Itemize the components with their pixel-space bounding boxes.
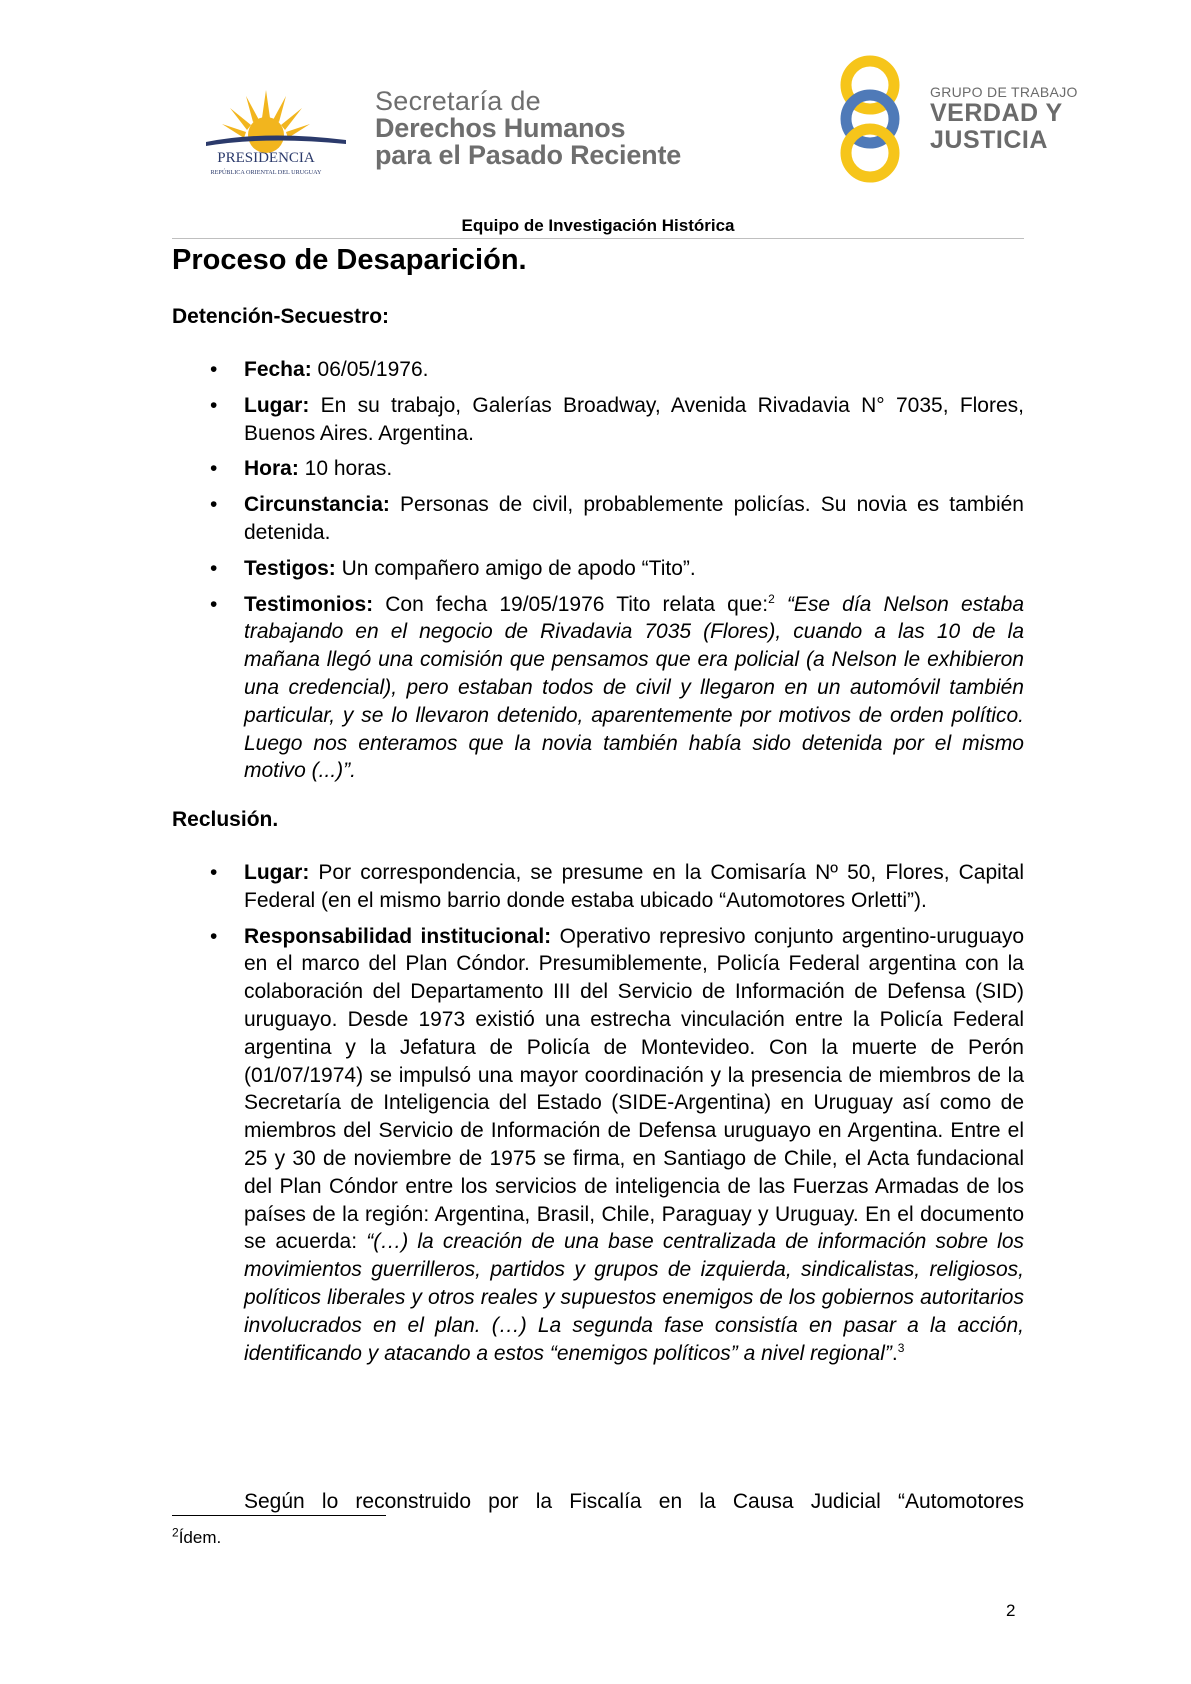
item-label: Lugar: <box>244 393 310 417</box>
footnote-number: 2 <box>172 1525 179 1540</box>
item-label: Fecha: <box>244 358 312 381</box>
bullet-icon: • <box>210 457 218 481</box>
section-heading-reclusion: Reclusión. <box>172 808 279 831</box>
list-item-fecha <box>172 356 1024 384</box>
footnote-divider <box>172 1515 386 1516</box>
item-value: Operativo represivo conjunto argentino-uruguayo en el marco del Plan Cóndor. Presumiblemente, Policía Federal argentina con la colaboración del Departamento III del Servicio de Información de Defensa (SID) uruguayo. Desde 1973 existió una estrecha vinculación entre la Policía Federal argentina y la Jefatura de Policía de Montevideo. Con la muerte de Perón (01/07/1974) se impulsó una mayor coordinación y la presencia de miembros de la Secretaría de Inteligencia del Estado (SIDE-Argentina) en Uruguay así como de miembros del Servicio de Información de Defensa uruguayo en Argentina. Entre el 25 y 30 de noviembre de 1975 se firma, en Santiago de Chile, el Acta fundacional del Plan Cóndor entre los servicios de inteligencia de las Fuerzas Armadas de los países de la región: Argentina, Brasil, Chile, Paraguay y Uruguay. En el documento se acuerda: <box>244 924 1024 1254</box>
item-label: Responsabilidad institucional: <box>244 924 552 948</box>
footnote-ref: 2 <box>768 591 775 606</box>
footnote <box>172 1525 222 1548</box>
bullet-icon: • <box>210 556 218 580</box>
secretaria-line-1: Secretaría de <box>375 86 541 116</box>
list-item-testigos <box>172 555 1024 583</box>
bullet-icon: • <box>210 592 218 616</box>
bullet-icon: • <box>210 924 218 948</box>
list-item-lugar-reclusion <box>172 859 1024 915</box>
paragraph-continuation: Según lo reconstruido por la Fiscalía en la Causa Judicial “Automotores <box>244 1490 1024 1513</box>
verdad-justicia-logo <box>820 55 920 183</box>
secretaria-line-3: para el Pasado Reciente <box>375 140 682 170</box>
page-number: 2 <box>1006 1601 1016 1620</box>
grupo-line-2: VERDAD Y <box>930 99 1063 127</box>
item-value: Un compañero amigo de apodo “Tito”. <box>335 556 696 580</box>
grupo-line-1: GRUPO DE TRABAJO <box>930 84 1078 100</box>
item-label: Circunstancia: <box>244 493 390 517</box>
list-item-circunstancia <box>172 491 1024 547</box>
item-value: Con fecha 19/05/1976 Tito relata que: <box>373 592 769 616</box>
item-value: Personas de civil, probablemente policías. Su novia es también detenida. <box>244 493 1024 544</box>
bullet-icon: • <box>210 393 218 417</box>
verdad-justicia-text <box>930 84 1078 154</box>
grupo-line-3: JUSTICIA <box>930 126 1048 154</box>
secretaria-logo-text <box>375 88 681 169</box>
secretaria-line-2: Derechos Humanos <box>375 113 626 143</box>
list-item-responsabilidad <box>172 923 1024 1368</box>
section-heading-detencion: Detención-Secuestro: <box>172 305 390 328</box>
detencion-list <box>172 356 1024 793</box>
item-value: 10 horas. <box>298 457 393 481</box>
bullet-icon: • <box>210 861 218 884</box>
list-item-hora <box>172 455 1024 483</box>
presidencia-name: PRESIDENCIA <box>217 150 315 166</box>
bullet-icon: • <box>210 493 218 517</box>
presidencia-subtitle: REPÚBLICA ORIENTAL DEL URUGUAY <box>210 169 322 176</box>
item-value: Por correspondencia, se presume en la Comisaría Nº 50, Flores, Capital Federal (en el mismo barrio donde estaba ubicado “Automotores Orletti”). <box>244 861 1024 912</box>
presidencia-logo <box>196 80 356 180</box>
condor-quote: “(…) la creación de una base centralizada de información sobre los movimientos guerrilleros, partidos y grupos de izquierda, sindicalistas, religiosos, políticos liberales y otros reales y supuestos enemigos de los gobiernos autoritarios involucrados en el plan. (…) La segunda fase consistía en pasar a la acción, identificando y atacando a estos “enemigos políticos” a nivel regional” <box>244 1230 1025 1365</box>
sun-emblem-icon <box>196 80 356 180</box>
list-item-lugar <box>172 392 1024 448</box>
quote-end: . <box>891 1341 898 1365</box>
footnote-ref: 3 <box>897 1340 905 1355</box>
list-item-testimonios <box>172 591 1024 786</box>
document-title: Proceso de Desaparición. <box>172 244 527 276</box>
testimony-quote: “Ese día Nelson estaba trabajando en el negocio de Rivadavia 7035 (Flores), cuando a las 10 de la mañana llegó una comisión que pensamos que era policial (a Nelson le exhibieron una credencial), pero estaban todos de civil y llegaron en un automóvil también particular, y se lo llevaron detenido, aparentemente por motivos de orden político. Luego nos enteramos que la novia también había sido detenida por el mismo motivo (...)”. <box>244 592 1024 783</box>
item-label: Testimonios: <box>244 592 374 616</box>
header-divider <box>172 238 1024 239</box>
reclusion-list <box>172 859 1024 1375</box>
item-label: Testigos: <box>244 556 336 580</box>
item-label: Lugar: <box>244 861 310 884</box>
footnote-text: Ídem. <box>178 1528 222 1547</box>
rings-emblem-icon <box>820 55 920 183</box>
item-value: 06/05/1976. <box>311 358 429 381</box>
team-header: Equipo de Investigación Histórica <box>461 216 735 235</box>
bullet-icon: • <box>210 358 218 381</box>
item-value: En su trabajo, Galerías Broadway, Avenida Rivadavia N° 7035, Flores, Buenos Aires. Argentina. <box>244 393 1024 445</box>
item-label: Hora: <box>244 457 299 481</box>
